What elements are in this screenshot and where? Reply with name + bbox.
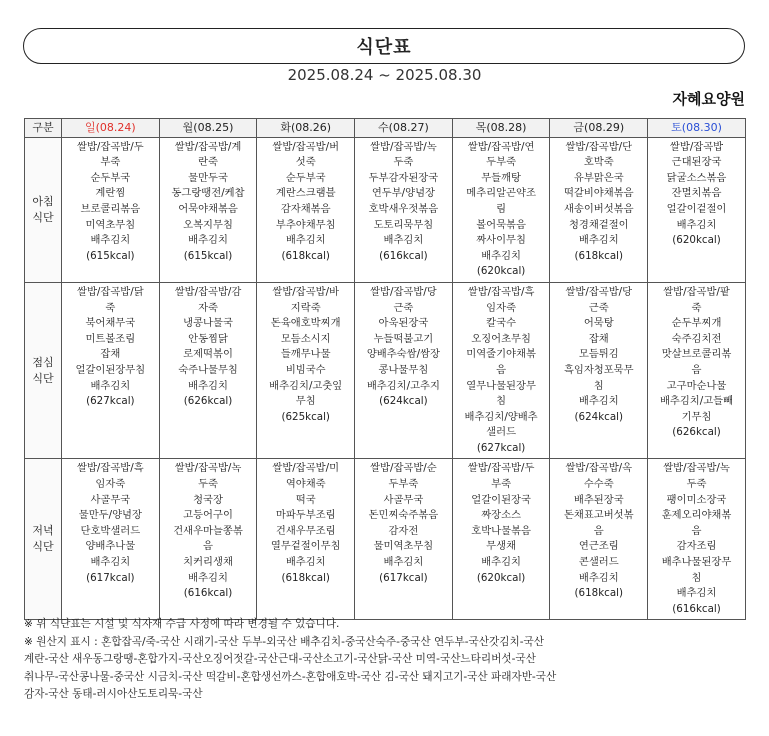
menu-item: 미역줄기야채볶 bbox=[466, 348, 536, 361]
menu-item: 배추김치 bbox=[285, 556, 326, 569]
menu-item: 두부죽 bbox=[486, 156, 517, 169]
menu-item: 쌀밥/잡곡밥/당 bbox=[565, 285, 633, 298]
menu-item: 침 bbox=[691, 571, 702, 584]
meal-label-line: 점심 bbox=[32, 355, 54, 369]
meal-label bbox=[25, 282, 62, 459]
meal-row bbox=[25, 459, 746, 620]
menu-item: 배추김치 bbox=[578, 395, 619, 408]
menu-cell bbox=[257, 137, 355, 282]
menu-item: 배추김치 bbox=[188, 379, 228, 392]
menu-item: 동그랑땡전/케찹 bbox=[171, 187, 245, 200]
menu-item: 쌀밥/잡곡밥/당 bbox=[370, 285, 437, 298]
menu-item: 쌀밥/잡곡밥/두 bbox=[467, 462, 535, 475]
note-line: 감자-국산 동태-러시아산도토리묵-국산 bbox=[24, 688, 203, 701]
menu-item: 닭굴소스볶음 bbox=[666, 171, 727, 184]
menu-item: 고구마순나물 bbox=[666, 379, 727, 392]
menu-item: (617kcal) bbox=[86, 571, 135, 584]
menu-item: 쌀밥/잡곡밥 bbox=[669, 140, 724, 153]
menu-item: (626kcal) bbox=[672, 426, 721, 439]
menu-cell bbox=[159, 137, 257, 282]
menu-item: 물미역초무침 bbox=[373, 540, 434, 553]
menu-item: 건새우무조림 bbox=[275, 524, 336, 537]
menu-cell bbox=[355, 282, 453, 459]
menu-item: 숙주김치전 bbox=[671, 332, 722, 345]
menu-item: 사골무국 bbox=[90, 493, 131, 506]
meal-row bbox=[25, 282, 746, 459]
menu-item: 사골무국 bbox=[383, 493, 424, 506]
menu-item: 두죽 bbox=[686, 478, 707, 491]
menu-item: 건새우마늘쫑볶 bbox=[173, 524, 243, 537]
day-header: 화(08.26) bbox=[257, 119, 355, 138]
menu-item: (616kcal) bbox=[379, 249, 428, 262]
menu-item: 칼국수 bbox=[486, 317, 517, 330]
note-line: ※ 위 식단표는 시설 및 식자재 수급 사정에 따라 변경될 수 있습니다. bbox=[24, 618, 340, 630]
menu-item: 음 bbox=[691, 524, 702, 537]
menu-item: 계란스크램블 bbox=[275, 187, 336, 200]
menu-item: 떡국 bbox=[295, 493, 316, 506]
menu-item: 란죽 bbox=[198, 156, 218, 169]
menu-item: 지락죽 bbox=[290, 301, 321, 314]
menu-item: 잡채 bbox=[100, 348, 121, 361]
menu-item: 들깨무나물 bbox=[280, 348, 331, 361]
menu-item: 쌀밥/잡곡밥/버 bbox=[272, 140, 340, 153]
menu-item: 돈육애호박찌개 bbox=[270, 317, 341, 330]
menu-item: 두죽 bbox=[393, 156, 414, 169]
menu-item: 섯죽 bbox=[295, 156, 316, 169]
menu-item: 감자조림 bbox=[676, 540, 717, 553]
table-header-row bbox=[25, 119, 746, 138]
menu-item: 쌀밥/잡곡밥/미 bbox=[272, 462, 340, 475]
meal-label-line: 아침 bbox=[32, 194, 54, 208]
day-header: 토(08.30) bbox=[648, 119, 746, 138]
menu-item: (620kcal) bbox=[476, 265, 526, 278]
menu-item: (624kcal) bbox=[574, 410, 624, 423]
menu-cell bbox=[452, 137, 550, 282]
menu-item: 오징어초무침 bbox=[471, 332, 531, 345]
menu-item: 근죽 bbox=[393, 301, 414, 314]
menu-item: 임자죽 bbox=[486, 301, 517, 314]
menu-item: 배추김치 bbox=[383, 234, 424, 247]
menu-item: 모듬소시지 bbox=[280, 332, 331, 345]
menu-item: 쌀밥/잡곡밥/녹 bbox=[174, 462, 242, 475]
menu-item: 감자채볶음 bbox=[280, 202, 331, 215]
menu-item: 호박죽 bbox=[583, 156, 614, 169]
menu-item: 짜장소스 bbox=[481, 509, 521, 522]
page-title: 식단표 bbox=[356, 37, 412, 58]
menu-item: 배추김치 bbox=[90, 379, 131, 392]
menu-item: (617kcal) bbox=[379, 571, 428, 584]
menu-item: 양배추숙쌈/쌈장 bbox=[366, 348, 440, 361]
menu-item: 미트볼조림 bbox=[85, 332, 136, 345]
menu-cell bbox=[550, 137, 648, 282]
menu-cell bbox=[355, 137, 453, 282]
menu-item: 아욱된장국 bbox=[378, 317, 429, 330]
menu-item: 잡채 bbox=[588, 332, 609, 345]
menu-item: 물만두/양념장 bbox=[78, 509, 142, 522]
menu-item: 근죽 bbox=[588, 301, 609, 314]
menu-item: 쌀밥/잡곡밥/흑 bbox=[77, 462, 144, 475]
menu-item: 기무침 bbox=[681, 410, 712, 423]
menu-item: (618kcal) bbox=[281, 571, 330, 584]
menu-item: 훈제오리야채볶 bbox=[661, 509, 732, 522]
menu-item: 배추김치 bbox=[676, 587, 717, 600]
menu-item: 어묵탕 bbox=[583, 317, 614, 330]
menu-item: 계란찜 bbox=[95, 187, 126, 200]
menu-item: 두부감자된장국 bbox=[368, 171, 439, 184]
menu-item: 죽 bbox=[691, 301, 702, 314]
menu-item: 침 bbox=[496, 395, 507, 408]
menu-item: (618kcal) bbox=[574, 587, 624, 600]
menu-item: 부죽 bbox=[491, 478, 512, 491]
menu-item: (626kcal) bbox=[183, 395, 233, 408]
menu-item: 어묵야채볶음 bbox=[178, 202, 238, 215]
menu-item: 로제떡볶이 bbox=[183, 348, 233, 361]
menu-cell bbox=[62, 282, 160, 459]
menu-item: 치커리생채 bbox=[183, 556, 233, 569]
meal-label-line: 식단 bbox=[32, 371, 54, 385]
menu-item: 배추김치 bbox=[188, 571, 228, 584]
menu-item: 배추김치/양배추 bbox=[464, 410, 538, 423]
menu-item: 청국장 bbox=[193, 493, 223, 506]
menu-item: 자죽 bbox=[198, 301, 218, 314]
note-line: 계란-국산 새우동그랑땡-혼합가지-국산오징어젓갈-국산근대-국산소고기-국산닭-국산 미역-국산느타리버섯-국산 bbox=[24, 653, 536, 666]
meal-label-line: 식단 bbox=[32, 540, 54, 554]
menu-item: (616kcal) bbox=[672, 602, 721, 615]
meal-label bbox=[25, 137, 62, 282]
menu-item: 고등어구이 bbox=[183, 509, 233, 522]
menu-item: 배추된장국 bbox=[573, 493, 624, 506]
menu-item: 역야채죽 bbox=[285, 478, 326, 491]
menu-item: 쌀밥/잡곡밥/녹 bbox=[370, 140, 437, 153]
menu-item: 배추나물된장무 bbox=[661, 556, 732, 569]
menu-item: 배추김치 bbox=[383, 556, 424, 569]
menu-cell bbox=[452, 459, 550, 620]
menu-item: 쌀밥/잡곡밥/감 bbox=[174, 285, 242, 298]
menu-cell bbox=[159, 282, 257, 459]
menu-item: 쌀밥/잡곡밥/두 bbox=[77, 140, 144, 153]
menu-cell bbox=[159, 459, 257, 620]
meal-label-line: 식단 bbox=[32, 210, 54, 224]
meal-label bbox=[25, 459, 62, 620]
menu-item: 미역초무침 bbox=[85, 218, 136, 231]
menu-item: 물만두국 bbox=[188, 171, 228, 184]
menu-item: 부추야채무침 bbox=[275, 218, 336, 231]
menu-item: 떡갈비야채볶음 bbox=[563, 187, 634, 200]
menu-item: 호박나물볶음 bbox=[471, 524, 531, 537]
menu-item: 죽 bbox=[105, 301, 116, 314]
title-banner bbox=[23, 28, 745, 64]
menu-item: 팽이미소장국 bbox=[666, 493, 727, 506]
menu-item: 배추김치/고추지 bbox=[366, 379, 440, 392]
menu-item: 두죽 bbox=[198, 478, 218, 491]
menu-cell bbox=[550, 459, 648, 620]
menu-item: 음 bbox=[691, 363, 702, 376]
menu-item: 유부맑은국 bbox=[573, 171, 624, 184]
menu-item: 비빔국수 bbox=[285, 363, 326, 376]
menu-item: 음 bbox=[203, 540, 213, 553]
menu-item: 배추김치/고춧잎 bbox=[269, 379, 343, 392]
day-header: 금(08.29) bbox=[550, 119, 648, 138]
menu-item: (615kcal) bbox=[183, 249, 233, 262]
menu-item: 배추김치 bbox=[676, 218, 717, 231]
menu-item: 배추김치 bbox=[481, 556, 521, 569]
menu-cell bbox=[257, 282, 355, 459]
menu-item: 배추김치/고들빼 bbox=[659, 395, 734, 408]
menu-item: 배추김치 bbox=[578, 571, 619, 584]
note-line: 취나무-국산콩나물-중국산 시금치-국산 떡갈비-혼합생선까스-혼합애호박-국산 김-국산 돼지고기-국산 파래자반-국산 bbox=[24, 670, 557, 683]
menu-item: 쌀밥/잡곡밥/녹 bbox=[663, 462, 730, 475]
menu-item: 마파두부조림 bbox=[275, 509, 336, 522]
meal-row bbox=[25, 137, 746, 282]
menu-item: (615kcal) bbox=[86, 249, 135, 262]
menu-item: 무침 bbox=[295, 395, 316, 408]
menu-item: 콘샐러드 bbox=[578, 556, 619, 569]
menu-item: 배추김치 bbox=[578, 234, 619, 247]
menu-item: 열무나물된장무 bbox=[466, 379, 536, 392]
notes bbox=[24, 616, 754, 704]
date-range: 2025.08.24 ~ 2025.08.30 bbox=[287, 66, 482, 84]
menu-item: (624kcal) bbox=[379, 395, 428, 408]
menu-cell bbox=[62, 459, 160, 620]
menu-item: 돈민찌숙주볶음 bbox=[368, 509, 439, 522]
menu-item: (627kcal) bbox=[86, 395, 135, 408]
menu-item: 침 bbox=[593, 379, 604, 392]
menu-item: 열무겉절이무침 bbox=[270, 540, 341, 553]
menu-item: 무생채 bbox=[486, 540, 517, 553]
menu-item: 흑임자청포묵무 bbox=[563, 363, 634, 376]
corner-header: 구분 bbox=[25, 119, 62, 138]
menu-item: 배추김치 bbox=[285, 234, 326, 247]
menu-cell bbox=[648, 137, 746, 282]
menu-item: 안동찜닭 bbox=[188, 332, 228, 345]
menu-item: 순두부찌개 bbox=[671, 317, 722, 330]
menu-item: 얼갈이된장무침 bbox=[75, 363, 146, 376]
menu-cell bbox=[648, 459, 746, 620]
menu-item: (627kcal) bbox=[476, 441, 526, 454]
menu-item: (620kcal) bbox=[672, 234, 721, 247]
menu-item: 청경채겉절이 bbox=[568, 218, 629, 231]
menu-item: 감자전 bbox=[388, 524, 419, 537]
menu-item: 북어채무국 bbox=[85, 317, 136, 330]
menu-item: 배추김치 bbox=[481, 249, 521, 262]
menu-item: 모듬튀김 bbox=[578, 348, 619, 361]
menu-item: 순두부국 bbox=[90, 171, 131, 184]
day-header: 수(08.27) bbox=[355, 119, 453, 138]
menu-item: 배추김치 bbox=[90, 556, 131, 569]
menu-item: 양배추나물 bbox=[85, 540, 136, 553]
menu-item: 숙주나물무침 bbox=[178, 363, 238, 376]
menu-cell bbox=[355, 459, 453, 620]
menu-item: 쌀밥/잡곡밥/계 bbox=[174, 140, 242, 153]
menu-item: 볼어묵볶음 bbox=[476, 218, 526, 231]
menu-item: 음 bbox=[593, 524, 604, 537]
table-body bbox=[25, 137, 746, 620]
menu-item: 쌀밥/잡곡밥/흑 bbox=[467, 285, 535, 298]
menu-item: 쌀밥/잡곡밥/단 bbox=[565, 140, 633, 153]
menu-item: 냉콩나물국 bbox=[183, 317, 233, 330]
day-header: 월(08.25) bbox=[159, 119, 257, 138]
facility-name: 자혜요양원 bbox=[672, 90, 745, 108]
day-header: 일(08.24) bbox=[62, 119, 160, 138]
menu-item: 배추김치 bbox=[188, 234, 228, 247]
menu-item: 음 bbox=[496, 363, 507, 376]
menu-item: 쌀밥/잡곡밥/닭 bbox=[77, 285, 144, 298]
menu-cell bbox=[62, 137, 160, 282]
menu-item: 잔멸치볶음 bbox=[671, 187, 722, 200]
menu-item: 오복지무침 bbox=[183, 218, 233, 231]
menu-item: 순두부국 bbox=[285, 171, 326, 184]
menu-item: 쌀밥/잡곡밥/옥 bbox=[565, 462, 633, 475]
menu-cell bbox=[257, 459, 355, 620]
menu-item: 브로콜리볶음 bbox=[80, 202, 141, 215]
menu-item: 샐러드 bbox=[486, 426, 517, 439]
menu-item: 짜사이무침 bbox=[476, 234, 526, 247]
menu-item: 누들떡불고기 bbox=[373, 332, 434, 345]
day-header: 목(08.28) bbox=[452, 119, 550, 138]
menu-item: (616kcal) bbox=[183, 587, 233, 600]
menu-item: 도토리묵무침 bbox=[373, 218, 434, 231]
menu-cell bbox=[452, 282, 550, 459]
menu-item: 맛살브로콜리볶 bbox=[661, 348, 732, 361]
menu-item: (620kcal) bbox=[476, 571, 526, 584]
menu-item: 돈채표고버섯볶 bbox=[563, 509, 634, 522]
menu-item: 연근조림 bbox=[578, 540, 619, 553]
menu-item: 콩나물무침 bbox=[378, 363, 429, 376]
menu-item: 얼갈이겉절이 bbox=[666, 202, 727, 215]
menu-item: 쌀밥/잡곡밥/팥 bbox=[663, 285, 730, 298]
menu-item: 두부죽 bbox=[388, 478, 419, 491]
menu-cell bbox=[648, 282, 746, 459]
menu-item: (625kcal) bbox=[281, 410, 330, 423]
menu-item: 림 bbox=[496, 202, 507, 215]
menu-item: 배추김치 bbox=[90, 234, 131, 247]
menu-item: 임자죽 bbox=[95, 478, 126, 491]
menu-item: 메추리알곤약조 bbox=[466, 187, 536, 200]
menu-item: 호박새우젓볶음 bbox=[368, 202, 439, 215]
menu-item: 단호박샐러드 bbox=[80, 524, 141, 537]
menu-item: 얼갈이된장국 bbox=[471, 493, 531, 506]
menu-cell bbox=[550, 282, 648, 459]
menu-item: 연두부/양념장 bbox=[371, 187, 435, 200]
menu-item: 무들깨탕 bbox=[481, 171, 521, 184]
menu-item: 쌀밥/잡곡밥/연 bbox=[467, 140, 535, 153]
meal-label-line: 저녁 bbox=[32, 524, 54, 538]
menu-item: 새송이버섯볶음 bbox=[563, 202, 634, 215]
menu-item: 쌀밥/잡곡밥/순 bbox=[370, 462, 437, 475]
menu-item: (618kcal) bbox=[574, 249, 624, 262]
menu-item: 근대된장국 bbox=[671, 156, 722, 169]
menu-item: 부죽 bbox=[100, 156, 121, 169]
menu-item: 쌀밥/잡곡밥/바 bbox=[272, 285, 340, 298]
note-line: ※ 원산지 표시 : 혼합잡곡/죽-국산 시래기-국산 두부-외국산 배추김치-중국산숙주-중국산 연두부-국산갓김치-국산 bbox=[24, 635, 544, 648]
meal-table bbox=[24, 118, 746, 620]
menu-item: 수수죽 bbox=[583, 478, 614, 491]
menu-item: (618kcal) bbox=[281, 249, 330, 262]
